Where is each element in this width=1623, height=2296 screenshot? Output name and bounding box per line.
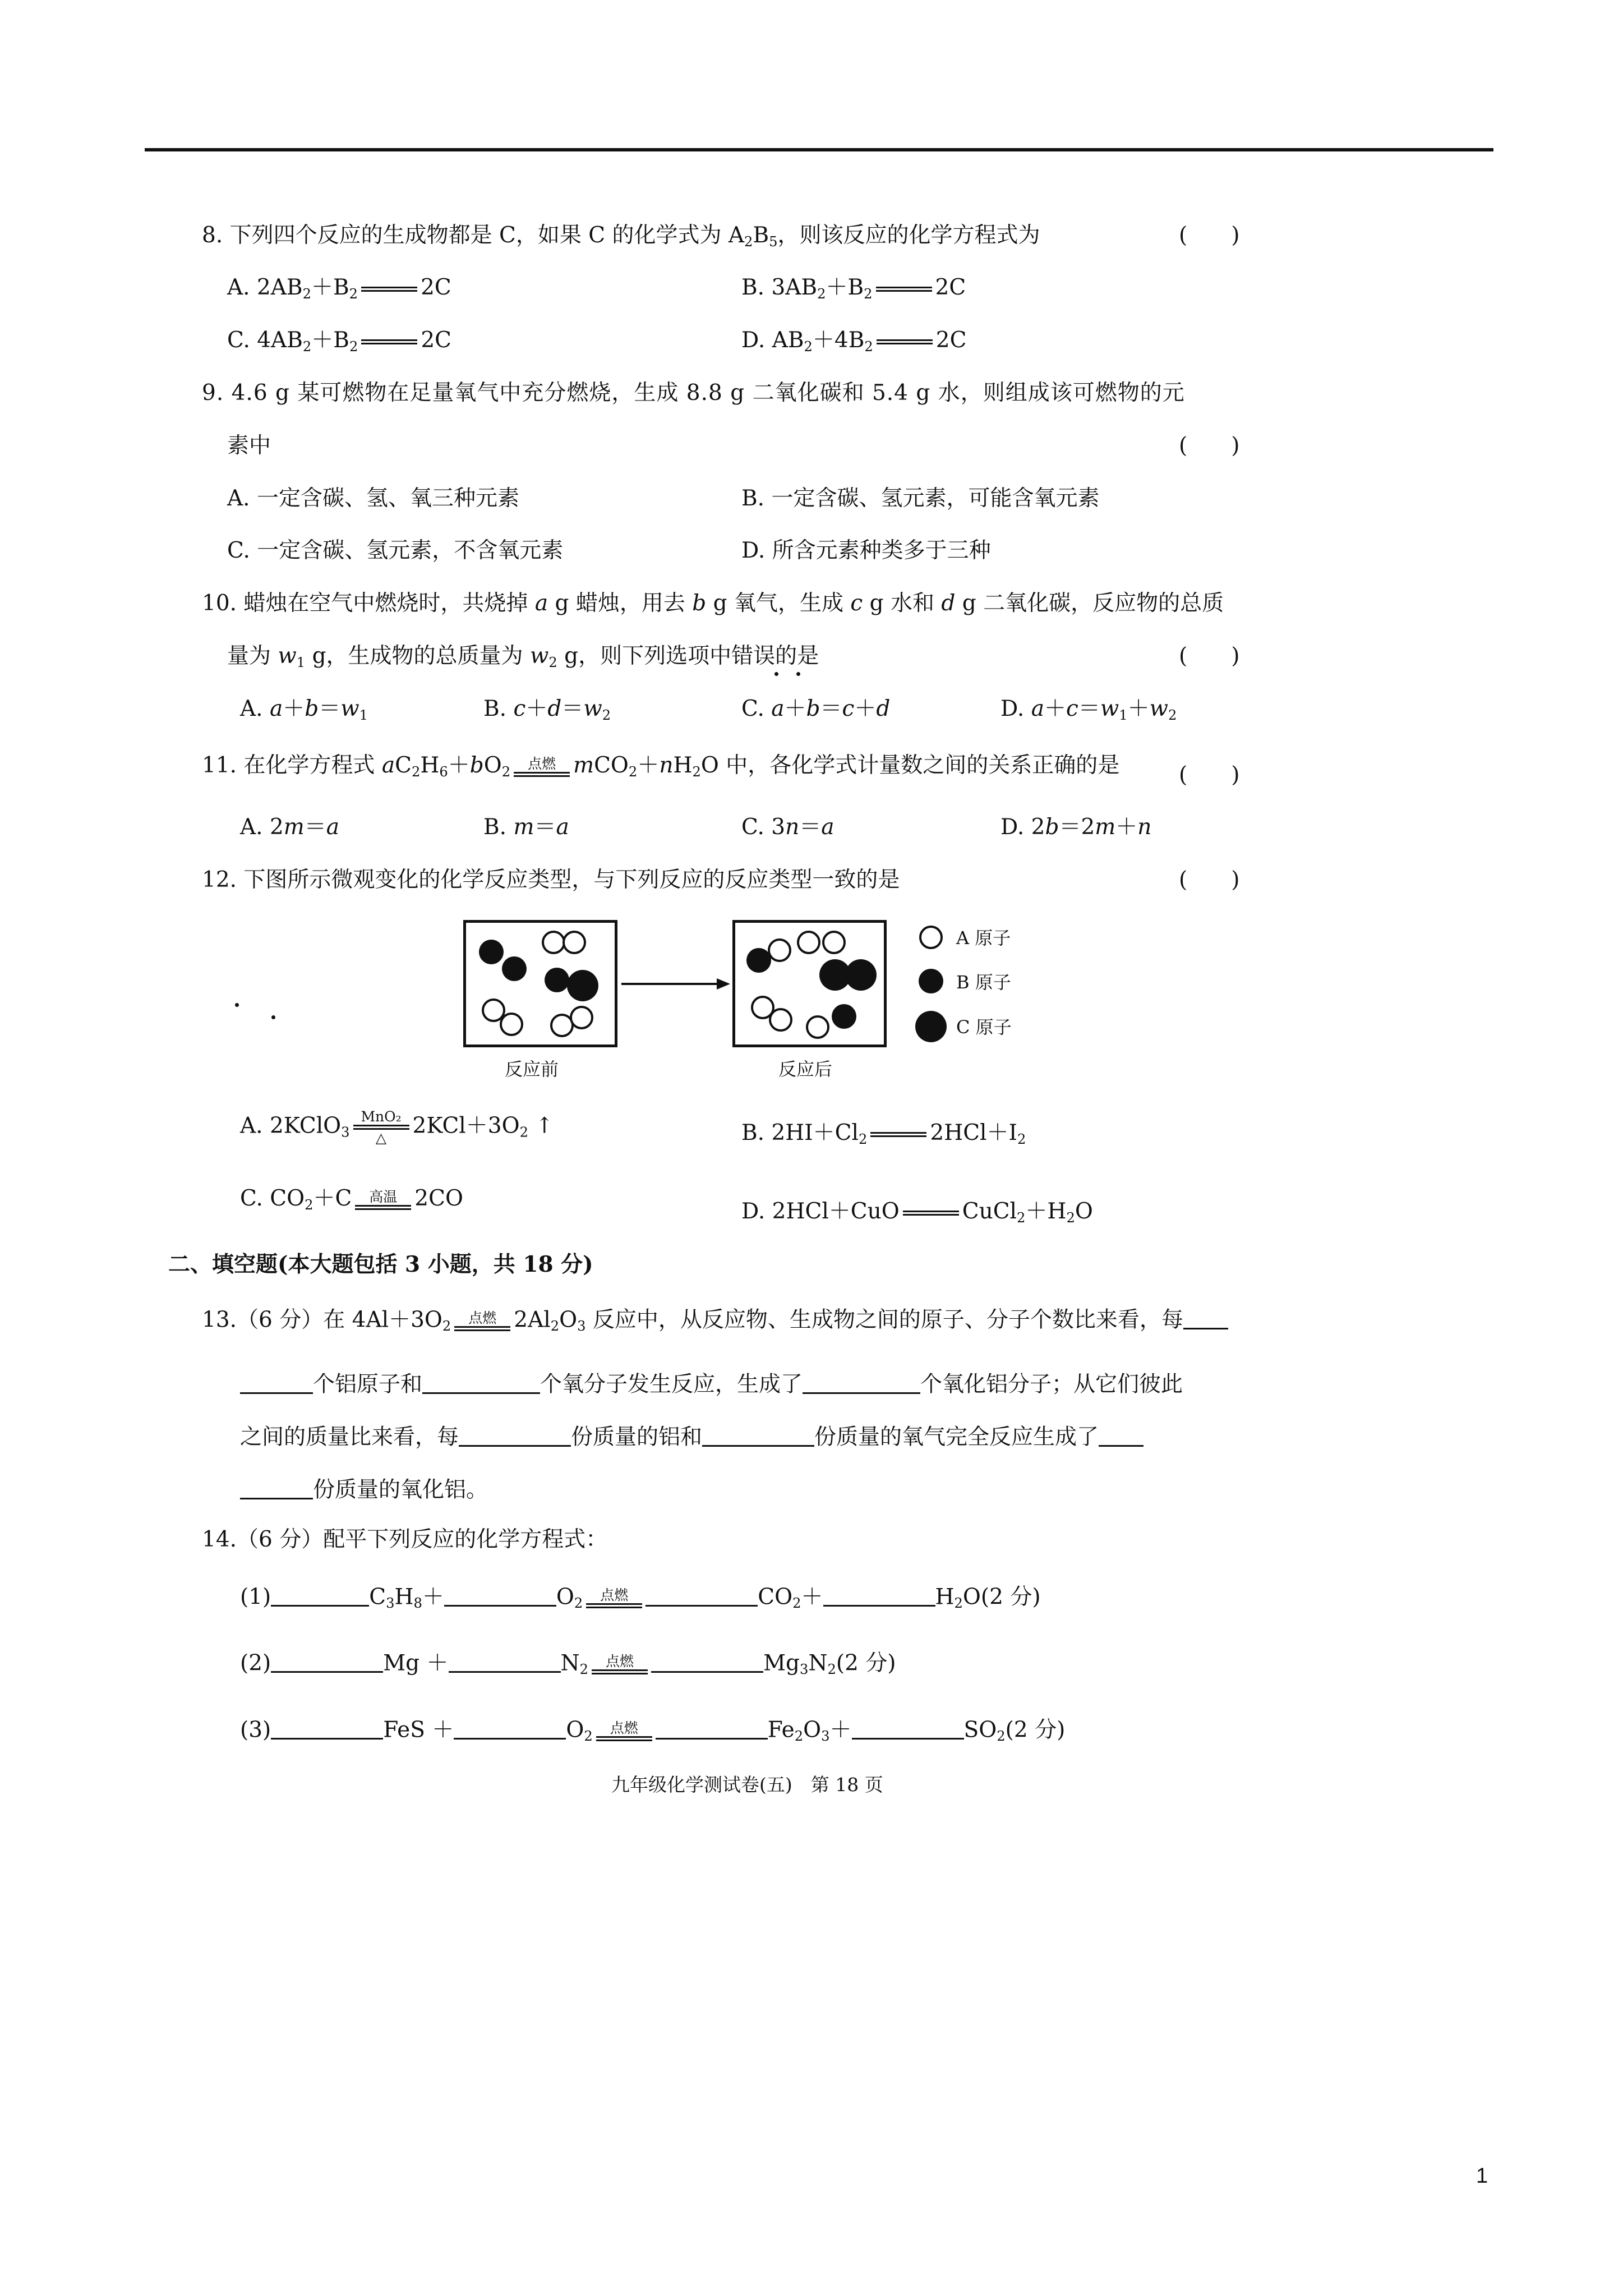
answer-blank[interactable] [1183, 1306, 1228, 1329]
a-atom [769, 1008, 792, 1032]
question-10-option-c: C. a＋b＝c＋d [741, 696, 891, 721]
answer-paren: ( ) [1179, 867, 1240, 892]
question-9-option-a: A. 一定含碳、氢、氧三种元素 [227, 486, 519, 511]
question-12-stem: 12. 下图所示微观变化的化学反应类型，与下列反应的反应类型一致的是 [202, 867, 900, 892]
caption-after: 反应后 [778, 1059, 833, 1080]
question-9-stem-line1: 9. 4.6 g 某可燃物在足量氧气中充分燃烧，生成 8.8 g 二氧化碳和 5.4 g 水，则组成该可燃物的元 [202, 380, 1185, 406]
answer-blank[interactable] [271, 1716, 383, 1740]
b-atom [479, 940, 504, 964]
emphasis-dot [796, 672, 800, 676]
question-14-stem: 14.（6 分）配平下列反应的化学方程式： [202, 1527, 608, 1552]
answer-blank[interactable] [240, 1370, 313, 1394]
question-9-stem-line2: 素中 [227, 433, 271, 458]
question-10-stem-line1: 10. 蜡烛在空气中燃烧时，共烧掉 a g 蜡烛，用去 b g 氧气，生成 c g 水和 d g 二氧化碳，反应物的总质 [202, 591, 1224, 616]
a-atom [806, 1015, 829, 1039]
legend-a-label: A 原子 [956, 927, 1011, 949]
legend-b-label: B 原子 [956, 972, 1011, 993]
question-11-option-c: C. 3n＝a [741, 815, 834, 840]
question-8-stem: 8. 下列四个反应的生成物都是 C，如果 C 的化学式为 $A_2B_5$，则该反应的化学方程式为 [202, 223, 1040, 250]
question-9-option-b: B. 一定含碳、氢元素，可能含氧元素 [741, 486, 1100, 511]
a-atom [500, 1013, 523, 1036]
question-13-line3: 之间的质量比来看，每 份质量的铝和 份质量的氧气完全反应生成了 [240, 1423, 1144, 1448]
a-atom [562, 931, 586, 954]
legend-c-label: C 原子 [956, 1016, 1012, 1038]
question-8-option-b: B. $3AB_2+B_2$ 2C [741, 275, 966, 302]
section-2-title: 二、填空题(本大题包括 3 小题，共 18 分) [168, 1251, 593, 1277]
header-rule [145, 148, 1493, 151]
a-atom [570, 1006, 593, 1029]
answer-paren: ( ) [1179, 433, 1240, 458]
question-11-option-a: A. 2m＝a [240, 815, 340, 840]
b-atom [832, 1004, 856, 1029]
answer-blank[interactable] [803, 1370, 920, 1394]
question-14-eq3: (3) FeS ＋ $O_2$ 点燃 $Fe_2O_3+ SO_2(2$ 分) [240, 1716, 1065, 1741]
page-footer: 九年级化学测试卷(五) 第 18 页 [611, 1774, 883, 1796]
answer-blank[interactable] [656, 1716, 768, 1740]
question-12-option-d: D. 2HCl＋CuO $CuCl_2+H_2O$ [741, 1199, 1093, 1226]
answer-blank[interactable] [459, 1423, 571, 1447]
answer-paren: ( ) [1179, 223, 1240, 248]
question-10-option-a: A. $a+b=w_1$ [240, 696, 368, 723]
question-12-option-a: A. 2KClO$_3$ MnO₂ △ $2KCl+3O_2$ ↑ [240, 1108, 554, 1146]
question-14-eq2: (2) $Mg + N_2$ 点燃 $Mg_3N_2(2$ 分) [240, 1649, 896, 1674]
question-11-option-b: B. m＝a [483, 815, 569, 840]
reaction-arrow-icon [621, 976, 730, 992]
a-atom [797, 931, 820, 954]
question-14-eq1: (1) $C_3H_8+ O_2$ 点燃 $CO_2+ H_2O(2$ 分) [240, 1583, 1041, 1608]
answer-blank[interactable] [852, 1716, 964, 1740]
legend-a-icon [919, 926, 943, 949]
page-number: 1 [1476, 2164, 1488, 2188]
c-atom [845, 959, 877, 991]
a-atom [768, 938, 791, 962]
answer-paren: ( ) [1179, 762, 1240, 788]
answer-blank[interactable] [271, 1583, 369, 1607]
emphasis-dot [774, 672, 778, 676]
question-10-option-b: B. $c+d=w_2$ [483, 696, 611, 723]
question-8-option-c: C. $4AB_2+B_2$ 2C [227, 328, 451, 355]
legend-c-icon [915, 1011, 947, 1042]
scan-speck [271, 1015, 275, 1019]
answer-blank[interactable] [454, 1716, 566, 1740]
question-10-option-d: D. $a+c=w_1+w_2$ [1000, 696, 1177, 723]
a-atom [822, 931, 846, 954]
question-9-option-d: D. 所含元素种类多于三种 [741, 538, 991, 563]
answer-blank[interactable] [271, 1649, 383, 1673]
caption-before: 反应前 [505, 1059, 559, 1080]
answer-blank[interactable] [444, 1583, 556, 1607]
after-reaction-box [732, 920, 887, 1047]
answer-paren: ( ) [1179, 643, 1240, 669]
answer-blank[interactable] [240, 1476, 313, 1499]
b-atom [545, 968, 569, 992]
answer-blank[interactable] [823, 1583, 935, 1607]
answer-blank[interactable] [449, 1649, 561, 1673]
answer-blank[interactable] [651, 1649, 763, 1673]
question-13-line2: 个铝原子和 个氧分子发生反应，生成了 个氧化铝分子；从它们彼此 [240, 1370, 1183, 1395]
question-11-option-d: D. 2b＝2m＋n [1000, 815, 1152, 840]
answer-blank[interactable] [1099, 1423, 1144, 1447]
answer-blank[interactable] [422, 1370, 540, 1394]
question-10-stem-line2: 量为 $w_1$ g，生成物的总质量为 $w_2$ g，则下列选项中错误的是 [227, 643, 819, 670]
question-13-line4: 份质量的氧化铝。 [240, 1476, 488, 1501]
question-12-option-b: B. $2HI+Cl_2$ $2HCl+I_2$ [741, 1120, 1026, 1147]
scan-speck [235, 1003, 239, 1007]
question-8-option-d: D. $AB_2+4B_2$ 2C [741, 328, 967, 355]
before-reaction-box [463, 920, 617, 1047]
question-9-option-c: C. 一定含碳、氢元素，不含氧元素 [227, 538, 564, 563]
question-11-stem: 11. 在化学方程式 $aC_2H_6+bO_2$ 点燃 $mCO_2+nH_2O$ 中，各化学式计量数之间的关系正确的是 [202, 753, 1120, 780]
question-8-option-a: A. $2AB_2+B_2$ 2C [227, 275, 451, 302]
answer-blank[interactable] [645, 1583, 758, 1607]
b-atom [502, 956, 527, 981]
c-atom [567, 970, 598, 1001]
a-atom [542, 931, 565, 954]
question-13-line1: 13.（6 分）在 $4Al+3O_2$ 点燃 $2Al_2O_3$ 反应中，从反应物、生成物之间的原子、分子个数比来看，每 [202, 1306, 1228, 1331]
question-12-option-c: C. $CO_2+C$ 高温 2CO [240, 1186, 463, 1213]
legend-b-icon [919, 969, 943, 993]
answer-blank[interactable] [702, 1423, 814, 1447]
